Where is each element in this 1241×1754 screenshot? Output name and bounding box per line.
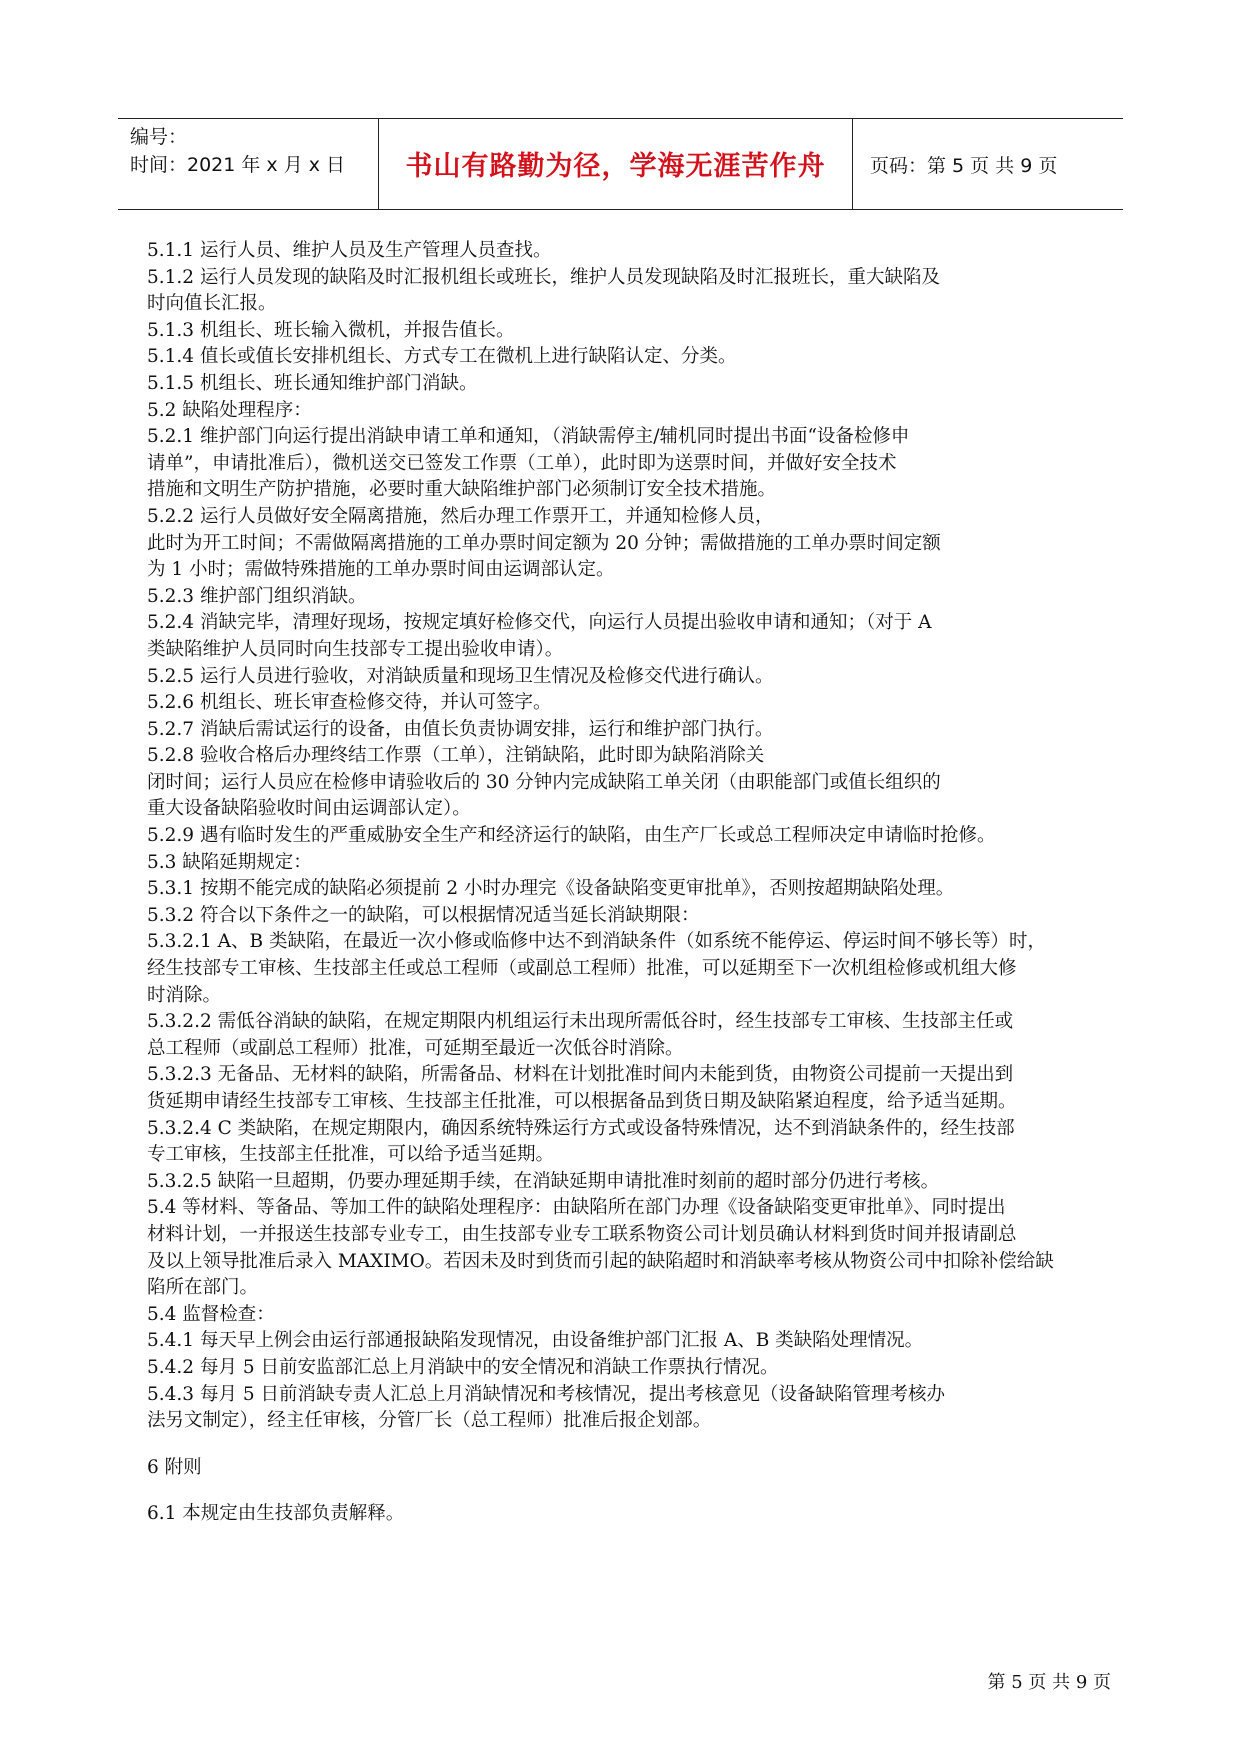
body-line: 时消除。 — [147, 984, 222, 1006]
body-line: 5.4.2 每月 5 日前安监部汇总上月消缺中的安全情况和消缺工作票执行情况。 — [147, 1356, 779, 1378]
body-line: 法另文制定），经主任审核，分管厂长（总工程师）批准后报企划部。 — [147, 1410, 712, 1432]
section-6-heading: 6 附则 — [147, 1456, 202, 1478]
body-line: 此时为开工时间；不需做隔离措施的工单办票时间定额为 20 分钟；需做措施的工单办票时间定额 — [147, 532, 941, 554]
body-line: 5.3.2 符合以下条件之一的缺陷，可以根据情况适当延长消缺期限： — [147, 904, 700, 926]
body-line: 5.2.7 消缺后需试运行的设备，由值长负责协调安排，运行和维护部门执行。 — [147, 718, 774, 740]
header-left-block — [130, 123, 385, 179]
body-line: 为 1 小时；需做特殊措施的工单办票时间由运调部认定。 — [147, 559, 615, 581]
body-line: 5.4 监督检查： — [147, 1303, 275, 1325]
body-line: 5.2.3 维护部门组织消缺。 — [147, 585, 367, 607]
body-line: 专工审核，生技部主任批准，可以给予适当延期。 — [147, 1144, 555, 1166]
body-line: 5.4 等材料、等备品、等加工件的缺陷处理程序：由缺陷所在部门办理《设备缺陷变更审批单》、同时提出 — [147, 1197, 1006, 1219]
body-line: 5.2.4 消缺完毕，清理好现场，按规定填好检修交代，向运行人员提出验收申请和通知；（对于 A — [147, 612, 932, 634]
body-line: 5.2.6 机组长、班长审查检修交待，并认可签字。 — [147, 692, 552, 714]
body-line: 5.2.1 维护部门向运行提出消缺申请工单和通知，（消缺需停主/辅机同时提出书面“设备检修申 — [147, 426, 910, 448]
body-line: 陷所在部门。 — [147, 1277, 259, 1299]
body-line: 总工程师（或副总工程师）批准，可延期至最近一次低谷时消除。 — [147, 1037, 684, 1059]
body-line: 5.3.2.5 缺陷一旦超期，仍要办理延期手续，在消缺延期申请批准时刻前的超时部分仍进行考核。 — [147, 1170, 940, 1192]
body-line: 5.3.2.1 A、B 类缺陷，在最近一次小修或临修中达不到消缺条件（如系统不能停运、停运时间不够长等）时， — [147, 931, 1046, 953]
document-body — [147, 238, 1115, 1528]
body-line: 5.3.2.2 需低谷消缺的缺陷，在规定期限内机组运行未出现所需低谷时，经生技部专工审核、生技部主任或 — [147, 1011, 1014, 1033]
body-line: 材料计划，一并报送生技部专业专工，由生技部专业专工联系物资公司计划员确认材料到货时间并报请副总 — [147, 1223, 1017, 1245]
header-motto-cell — [378, 118, 853, 210]
body-line: 闭时间；运行人员应在检修申请验收后的 30 分钟内完成缺陷工单关闭（由职能部门或值长组织的 — [147, 771, 941, 793]
body-line: 重大设备缺陷验收时间由运调部认定）。 — [147, 798, 471, 820]
body-line: 经生技部专工审核、生技部主任或总工程师（或副总工程师）批准，可以延期至下一次机组检修或机组大修 — [147, 958, 1017, 980]
page-footer: 第 5 页 共 9 页 — [987, 1672, 1111, 1693]
document-header — [118, 118, 1123, 210]
body-line: 5.3 缺陷延期规定： — [147, 851, 312, 873]
body-line: 类缺陷维护人员同时向生技部专工提出验收申请）。 — [147, 638, 564, 660]
body-line: 时向值长汇报。 — [147, 293, 277, 315]
body-line: 5.2 缺陷处理程序： — [147, 399, 312, 421]
body-line: 5.3.2.4 C 类缺陷，在规定期限内，确因系统特殊运行方式或设备特殊情况，达不到消缺条件的，经生技部 — [147, 1117, 1015, 1139]
body-line: 5.4.1 每天早上例会由运行部通报缺陷发现情况，由设备维护部门汇报 A、B 类缺陷处理情况。 — [147, 1330, 924, 1352]
body-line: 5.3.2.3 无备品、无材料的缺陷，所需备品、材料在计划批准时间内未能到货，由物资公司提前一天提出到 — [147, 1064, 1014, 1086]
body-line: 5.1.1 运行人员、维护人员及生产管理人员查找。 — [147, 240, 552, 261]
body-line: 5.2.8 验收合格后办理终结工作票（工单），注销缺陷，此时即为缺陷消除关 — [147, 745, 765, 767]
header-time-label: 时间：2021 年 x 月 x 日 — [130, 154, 346, 176]
body-line: 5.2.2 运行人员做好安全隔离措施，然后办理工作票开工，并通知检修人员， — [147, 505, 774, 527]
body-line: 5.1.2 运行人员发现的缺陷及时汇报机组长或班长，维护人员发现缺陷及时汇报班长，重大缺陷及 — [147, 266, 940, 288]
header-number-label: 编号： — [130, 126, 188, 148]
body-line: 5.1.4 值长或值长安排机组长、方式专工在微机上进行缺陷认定、分类。 — [147, 346, 737, 368]
header-page-label: 页码：第 5 页 共 9 页 — [870, 154, 1058, 177]
body-line: 货延期申请经生技部专工审核、生技部主任批准，可以根据备品到货日期及缺陷紧迫程度，给予适当延期。 — [147, 1091, 1017, 1112]
body-line: 5.1.5 机组长、班长通知维护部门消缺。 — [147, 372, 478, 394]
header-motto: 书山有路勤为径，学海无涯苦作舟 — [405, 151, 826, 182]
section-6-1: 6.1 本规定由生技部负责解释。 — [147, 1503, 405, 1525]
body-line: 5.4.3 每月 5 日前消缺专责人汇总上月消缺情况和考核情况，提出考核意见（设备缺陷管理考核办 — [147, 1383, 945, 1405]
body-line: 5.2.5 运行人员进行验收，对消缺质量和现场卫生情况及检修交代进行确认。 — [147, 665, 774, 687]
body-line: 5.3.1 按期不能完成的缺陷必须提前 2 小时办理完《设备缺陷变更审批单》，否则按超期缺陷处理。 — [147, 878, 955, 900]
body-line: 及以上领导批准后录入 MAXIMO。若因未及时到货而引起的缺陷超时和消缺率考核从物资公司中扣除补偿给缺 — [147, 1250, 1054, 1272]
body-line: 5.1.3 机组长、班长输入微机，并报告值长。 — [147, 319, 515, 341]
body-line: 请单”，申请批准后），微机送交已签发工作票（工单），此时即为送票时间，并做好安全技术 — [147, 452, 897, 474]
body-line: 5.2.9 遇有临时发生的严重威胁安全生产和经济运行的缺陷，由生产厂长或总工程师决定申请临时抢修。 — [147, 825, 996, 847]
body-line: 措施和文明生产防护措施，必要时重大缺陷维护部门必须制订安全技术措施。 — [147, 479, 777, 501]
